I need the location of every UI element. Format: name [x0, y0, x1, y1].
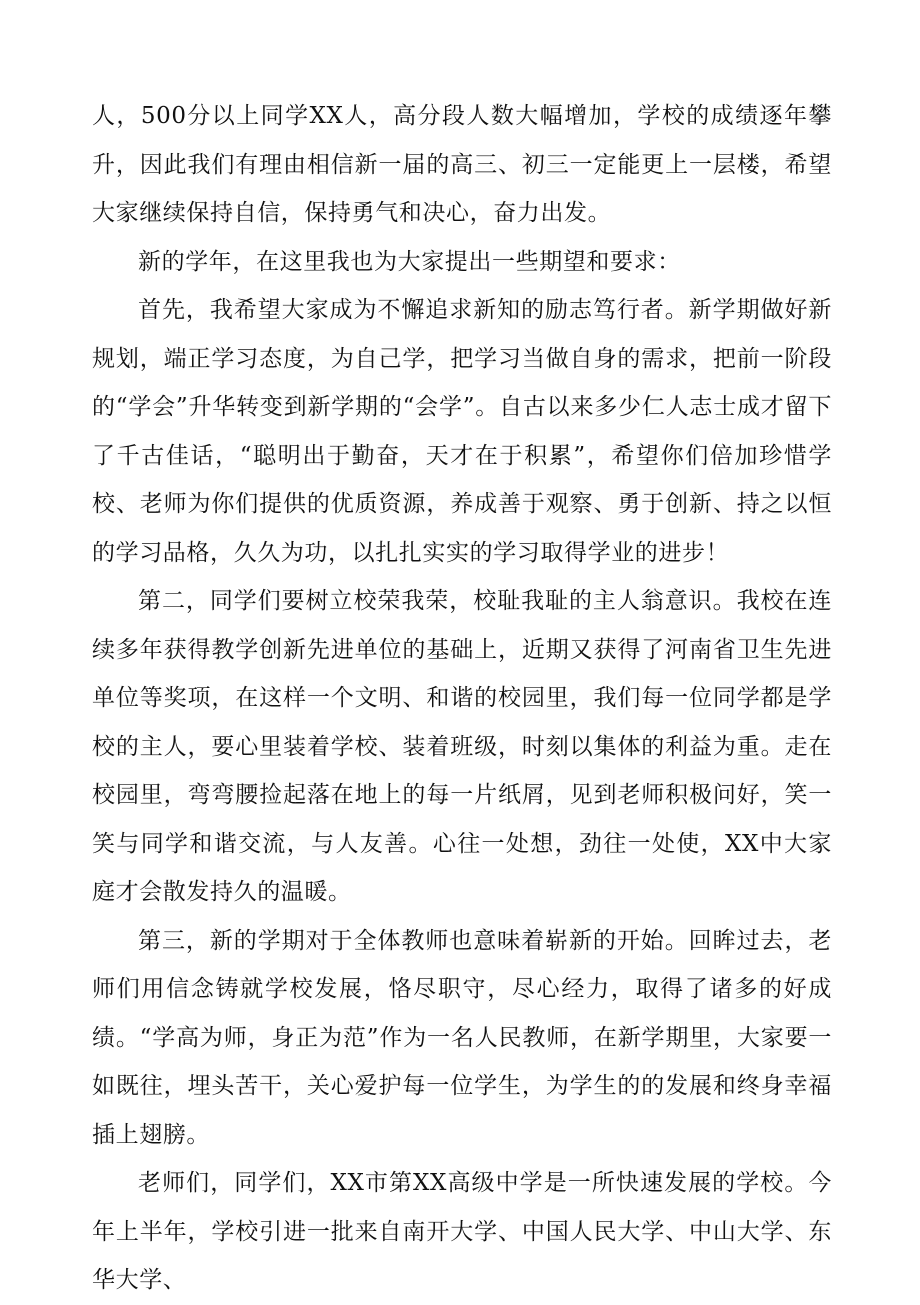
- paragraph-third-point: 第三，新的学期对于全体教师也意味着崭新的开始。回眸过去，老师们用信念铸就学校发展，恪尽职守，尽心经力，取得了诸多的好成绩。“学高为师，身正为范”作为一名人民教师，在新学期里，大家要一如既往，埋头苦干，关心爱护每一位学生，为学生的的发展和终身幸福插上翅膀。: [92, 927, 832, 1148]
- paragraph-school-intro: 老师们，同学们，XX市第XX高级中学是一所快速发展的学校。今年上半年，学校引进一批来自南开大学、中国人民大学、中山大学、东华大学、: [92, 1170, 832, 1293]
- paragraph-first-point: 首先，我希望大家成为不懈追求新知的励志笃行者。新学期做好新规划，端正学习态度，为自己学，把学习当做自身的需求，把前一阶段的“学会”升华转变到新学期的“会学”。自古以来多少仁人志士成才留下了千古佳话，“聪明出于勤奋，天才在于积累”，希望你们倍加珍惜学校、老师为你们提供的优质资源，养成善于观察、勇于创新、持之以恒的学习品格，久久为功，以扎扎实实的学习取得学业的进步！: [92, 297, 832, 566]
- paragraph-continuation: 人，500分以上同学XX人，高分段人数大幅增加，学校的成绩逐年攀升，因此我们有理由相信新一届的高三、初三一定能更上一层楼，希望大家继续保持自信，保持勇气和决心，奋力出发。: [92, 103, 832, 226]
- paragraph-second-point: 第二，同学们要树立校荣我荣，校耻我耻的主人翁意识。我校在连续多年获得教学创新先进单位的基础上，近期又获得了河南省卫生先进单位等奖项，在这样一个文明、和谐的校园里，我们每一位同学都是学校的主人，要心里装着学校、装着班级，时刻以集体的利益为重。走在校园里，弯弯腰捡起落在地上的每一片纸屑，见到老师积极问好，笑一笑与同学和谐交流，与人友善。心往一处想，劲往一处使，XX中大家庭才会散发持久的温暖。: [92, 588, 832, 905]
- paragraph-expectations-intro: 新的学年，在这里我也为大家提出一些期望和要求：: [138, 248, 681, 275]
- document-body: [92, 92, 832, 1305]
